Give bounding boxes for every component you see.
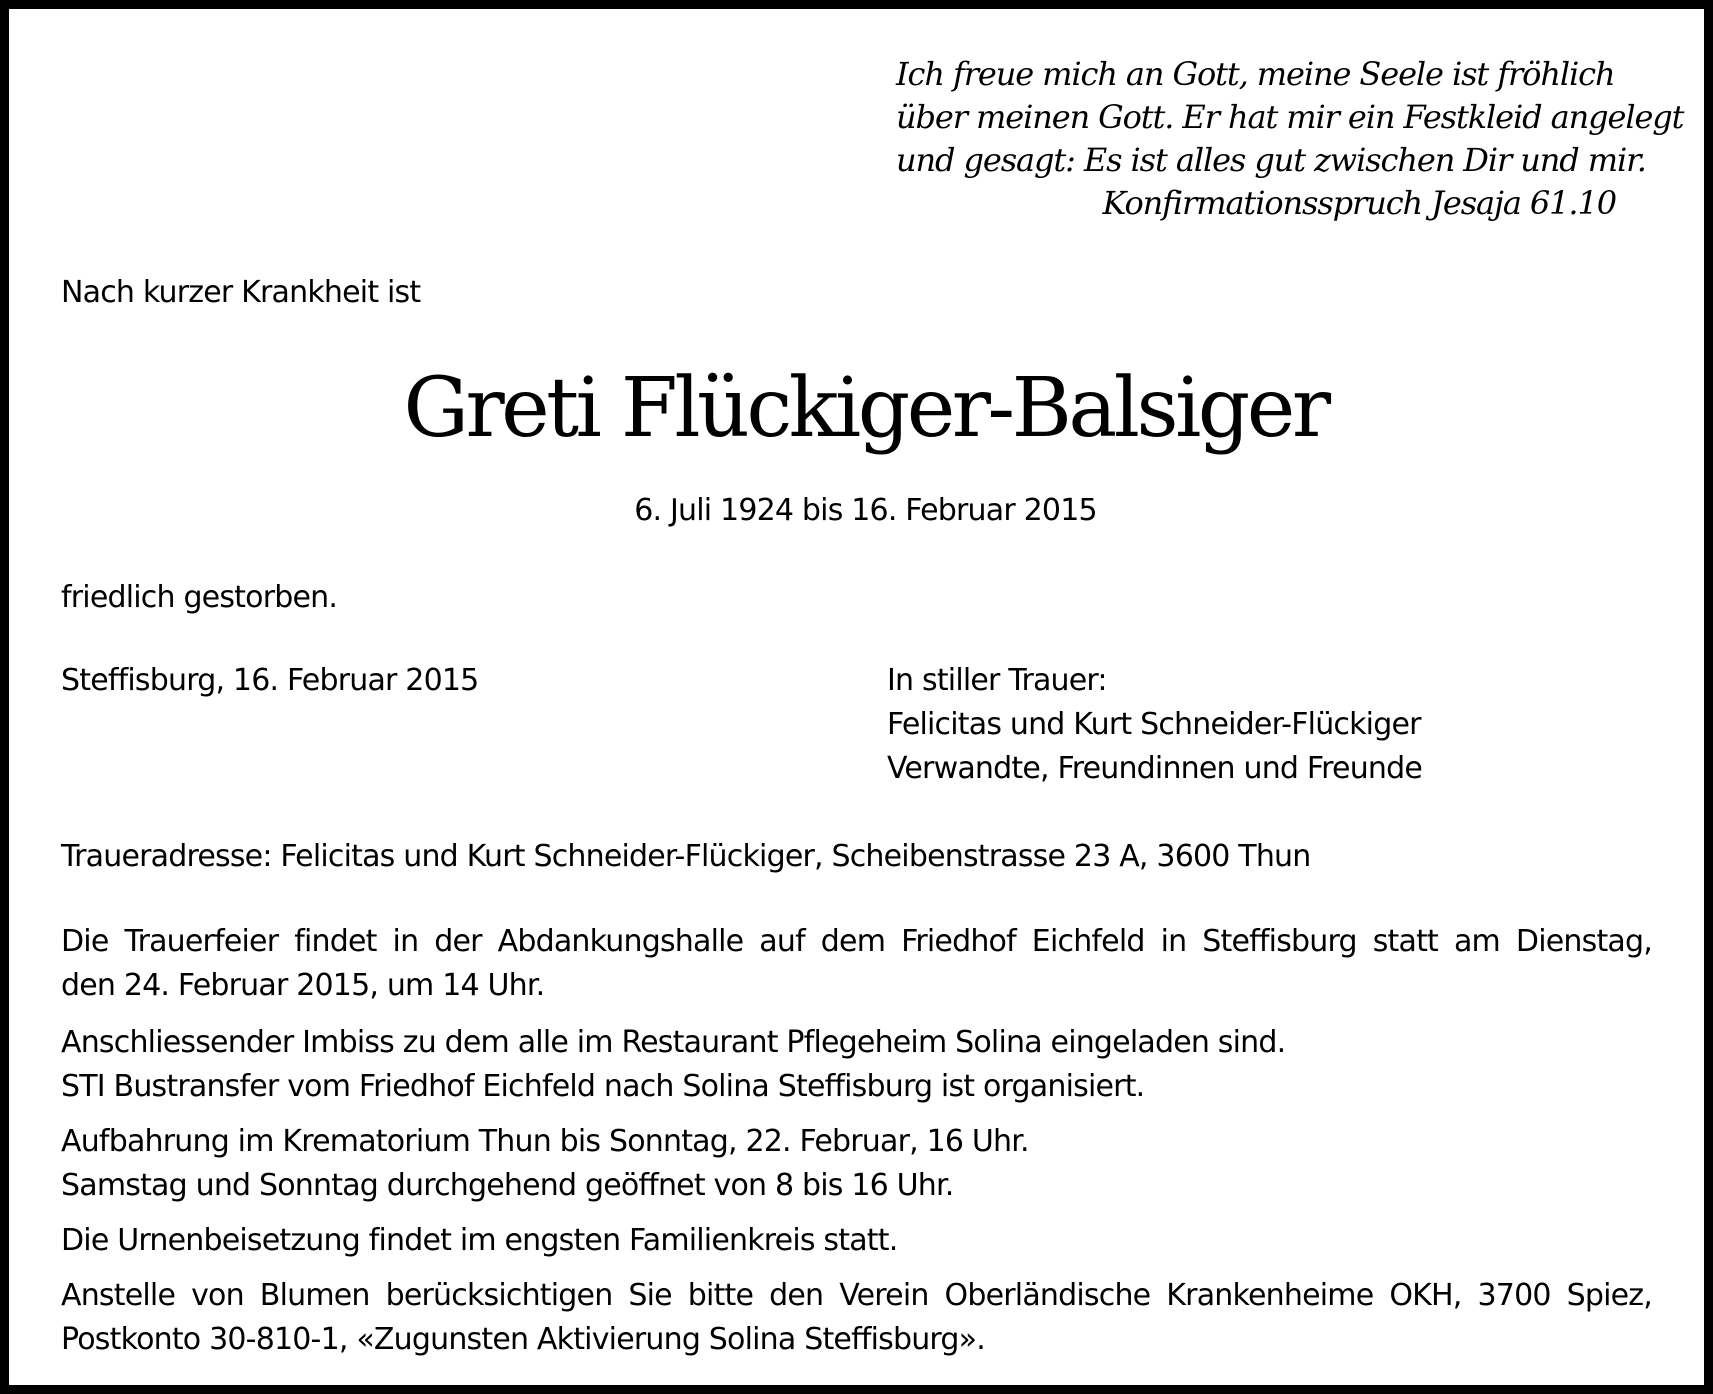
urn-notice: Die Urnenbeisetzung findet im engsten Familienkreis statt. <box>61 1223 898 1258</box>
viewing-line-2: Samstag und Sonntag durchgehend geöffnet von 8 bis 16 Uhr. <box>61 1168 954 1203</box>
mourners-line-2: Verwandte, Freundinnen und Freunde <box>887 751 1423 786</box>
mourners-heading: In stiller Trauer: <box>887 663 1107 698</box>
deceased-name: Greti Flückiger-Balsiger <box>403 361 1328 456</box>
reception-line-2: STI Bustransfer vom Friedhof Eichfeld nach Solina Steffisburg ist organisiert. <box>61 1069 1145 1104</box>
intro-text: Nach kurzer Krankheit ist <box>61 275 421 310</box>
viewing-line-1: Aufbahrung im Krematorium Thun bis Sonntag, 22. Februar, 16 Uhr. <box>61 1124 1029 1159</box>
bible-verse <box>896 53 1684 225</box>
donation-line-1: Anstelle von Blumen berücksichtigen Sie bitte den Verein Oberländische Krankenheime OKH, 3700 Spiez, <box>61 1278 1652 1313</box>
ceremony-line-2: den 24. Februar 2015, um 14 Uhr. <box>61 968 545 1003</box>
reception-paragraph <box>61 1021 1652 1109</box>
donation-paragraph <box>61 1274 1652 1362</box>
place-date: Steffisburg, 16. Februar 2015 <box>61 663 479 698</box>
life-dates: 6. Juli 1924 bis 16. Februar 2015 <box>634 493 1097 528</box>
viewing-paragraph <box>61 1120 1652 1208</box>
verse-line-1: Ich freue mich an Gott, meine Seele ist fröhlich <box>896 55 1615 93</box>
verse-reference: Konfirmationsspruch Jesaja 61.10 <box>1102 184 1616 222</box>
ceremony-paragraph <box>61 920 1652 1008</box>
reception-line-1: Anschliessender Imbiss zu dem alle im Restaurant Pflegeheim Solina eingeladen sind. <box>61 1025 1286 1060</box>
donation-line-2: Postkonto 30-810-1, «Zugunsten Aktivierung Solina Steffisburg». <box>61 1322 985 1357</box>
mourners-block <box>887 659 1422 791</box>
ceremony-line-1: Die Trauerfeier findet in der Abdankungshalle auf dem Friedhof Eichfeld in Steffisburg statt am Dienstag, <box>61 924 1652 959</box>
mourners-line-1: Felicitas und Kurt Schneider-Flückiger <box>887 707 1421 742</box>
verse-line-3: und gesagt: Es ist alles gut zwischen Dir und mir. <box>896 141 1646 179</box>
mourning-address: Traueradresse: Felicitas und Kurt Schneider-Flückiger, Scheibenstrasse 23 A, 3600 Thun <box>61 839 1311 874</box>
verse-line-2: über meinen Gott. Er hat mir ein Festkleid angelegt <box>896 98 1684 136</box>
closing-text: friedlich gestorben. <box>61 580 338 615</box>
